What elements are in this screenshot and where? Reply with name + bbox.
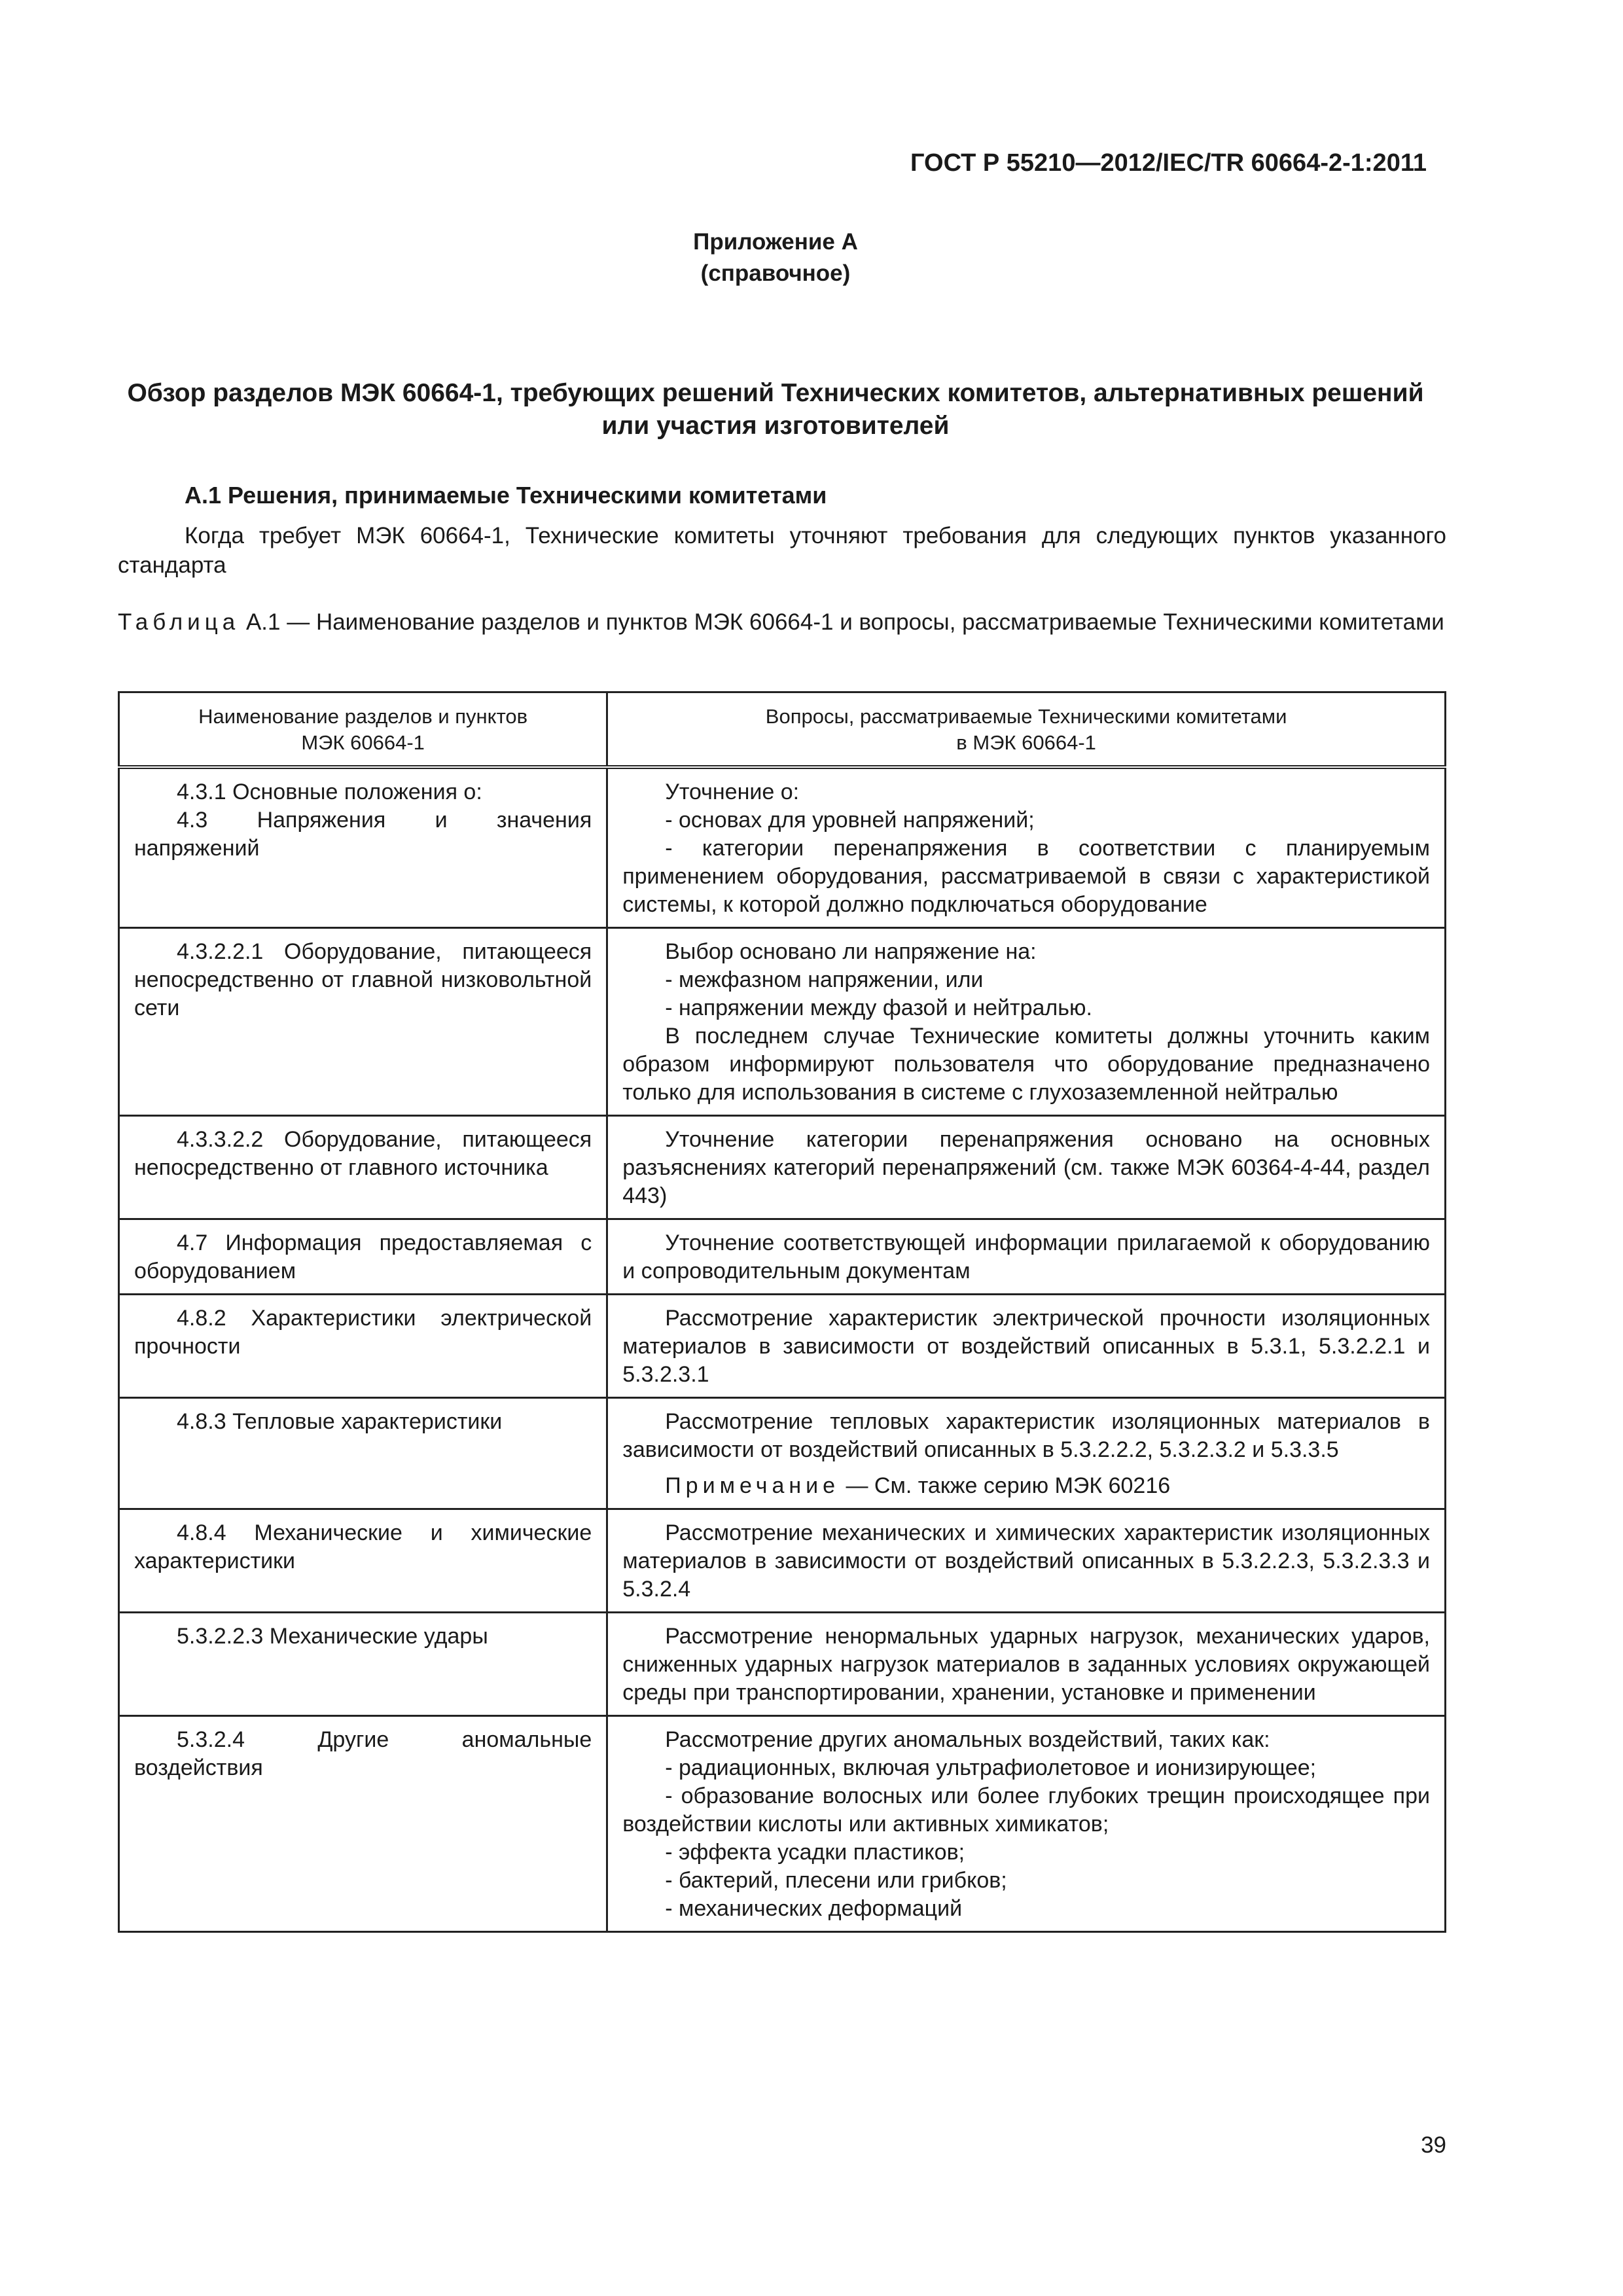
cell-text: Рассмотрение ненормальных ударных нагрузок, механических ударов, сниженных ударных нагрузок материалов в заданных условиях окружающей среды при транспортировании, хранении, установке и применении (622, 1624, 1430, 1705)
table-row (119, 1398, 1446, 1509)
header-line: МЭК 60664-1 (301, 731, 425, 754)
row-section-cell (119, 1219, 607, 1295)
section-title: А.1 Решения, принимаемые Техническими комитетами (185, 482, 827, 509)
table-row (119, 767, 1446, 928)
table-row (119, 928, 1446, 1116)
cell-text: Рассмотрение характеристик электрической прочности изоляционных материалов в зависимости от воздействий описанных в 5.3.1, 5.3.2.2.1 и 5.3.2.3.1 (622, 1306, 1430, 1387)
cell-text: 4.3.2.2.1 Оборудование, питающееся непосредственно от главной низковольтной сети (134, 939, 592, 1020)
header-line: Наименование разделов и пунктов (198, 705, 528, 728)
row-question-cell (607, 928, 1446, 1116)
cell-text: 5.3.2.4 Другие аномальные воздействия (134, 1727, 592, 1780)
requirements-table (118, 691, 1446, 1933)
cell-text: Уточнение категории перенапряжения основано на основных разъяснениях категорий перенапряжений (см. также МЭК 60364-4-44, раздел 443) (622, 1127, 1430, 1208)
row-question-cell (607, 1509, 1446, 1613)
cell-text: - радиационных, включая ультрафиолетовое и ионизирующее; (665, 1755, 1317, 1780)
document-code: ГОСТ Р 55210—2012/IEC/TR 60664-2-1:2011 (910, 149, 1427, 177)
table-caption-text: А.1 — Наименование разделов и пунктов МЭК 60664-1 и вопросы, рассматриваемые Техническими комитетами (240, 609, 1444, 635)
header-line: в МЭК 60664-1 (956, 731, 1096, 754)
cell-text: - межфазном напряжении, или (665, 967, 984, 992)
cell-text: - механических деформаций (665, 1896, 963, 1921)
row-section-cell (119, 1716, 607, 1932)
table-row (119, 1219, 1446, 1295)
table-row (119, 1613, 1446, 1716)
row-question-cell (607, 1219, 1446, 1295)
table-caption-label: Таблица (118, 609, 240, 635)
cell-text: Выбор основано ли напряжение на: (665, 939, 1037, 964)
cell-text: - образование волосных или более глубоких трещин происходящее при воздействии кислоты или активных химикатов; (622, 1784, 1430, 1837)
table-header-row (119, 692, 1446, 768)
cell-text: - категории перенапряжения в соответствии с планируемым применением оборудования, рассматриваемой в связи с характеристикой системы, к которой должно подключаться оборудование (622, 836, 1430, 917)
cell-text: 4.8.4 Механические и химические характеристики (134, 1520, 592, 1573)
cell-text: Рассмотрение тепловых характеристик изоляционных материалов в зависимости от воздействий описанных в 5.3.2.2.2, 5.3.2.3.2 и 5.3.3.5 (622, 1409, 1430, 1462)
cell-text: 5.3.2.2.3 Механические удары (177, 1624, 488, 1649)
row-section-cell (119, 1116, 607, 1219)
note-label: Примечание (665, 1473, 840, 1498)
row-question-cell (607, 1116, 1446, 1219)
appendix-subtitle: (справочное) (700, 260, 851, 286)
row-section-cell (119, 1509, 607, 1613)
cell-text: Уточнение о: (665, 780, 800, 804)
cell-text: В последнем случае Технические комитеты должны уточнить каким образом информируют пользователя что оборудование предназначено только для использования в системе с глухозаземленной нейтралью (622, 1024, 1430, 1105)
cell-text: 4.8.3 Тепловые характеристики (177, 1409, 503, 1434)
cell-text: - бактерий, плесени или грибков; (665, 1868, 1007, 1893)
cell-text: - эффекта усадки пластиков; (665, 1840, 965, 1865)
row-section-cell (119, 1613, 607, 1716)
row-section-cell (119, 928, 607, 1116)
note-text: — См. также серию МЭК 60216 (840, 1473, 1171, 1498)
row-section-cell (119, 767, 607, 928)
cell-text: 4.7 Информация предоставляемая с оборудованием (134, 1230, 592, 1283)
header-cell-questions (607, 692, 1446, 768)
row-question-cell (607, 1613, 1446, 1716)
main-title: Обзор разделов МЭК 60664-1, требующих решений Технических комитетов, альтернативных решений или участия изготовителей (127, 379, 1424, 440)
cell-text: 4.3 Напряжения и значения напряжений (134, 808, 592, 861)
cell-text: 4.3.3.2.2 Оборудование, питающееся непосредственно от главного источника (134, 1127, 592, 1180)
table-row (119, 1116, 1446, 1219)
table-row (119, 1509, 1446, 1613)
table-row (119, 1295, 1446, 1398)
cell-text: - основах для уровней напряжений; (665, 808, 1035, 833)
table-row (119, 1716, 1446, 1932)
row-question-cell (607, 767, 1446, 928)
header-cell-sections (119, 692, 607, 768)
cell-text: - напряжении между фазой и нейтралью. (665, 996, 1092, 1020)
row-section-cell (119, 1295, 607, 1398)
page-number: 39 (1421, 2132, 1446, 2158)
cell-text: 4.3.1 Основные положения о: (177, 780, 482, 804)
appendix-title: Приложение А (693, 229, 858, 255)
table-caption (118, 607, 1446, 637)
cell-text: Уточнение соответствующей информации прилагаемой к оборудованию и сопроводительным документам (622, 1230, 1430, 1283)
table-note (622, 1472, 1430, 1500)
cell-text: 4.8.2 Характеристики электрической прочности (134, 1306, 592, 1359)
row-question-cell (607, 1398, 1446, 1509)
cell-text: Рассмотрение механических и химических характеристик изоляционных материалов в зависимости от воздействий описанных в 5.3.2.2.3, 5.3.2.3.3 и 5.3.2.4 (622, 1520, 1430, 1602)
cell-text: Рассмотрение других аномальных воздействий, таких как: (665, 1727, 1270, 1752)
row-section-cell (119, 1398, 607, 1509)
row-question-cell (607, 1295, 1446, 1398)
row-question-cell (607, 1716, 1446, 1932)
header-line: Вопросы, рассматриваемые Техническими комитетами (765, 705, 1287, 728)
section-paragraph: Когда требует МЭК 60664-1, Технические комитеты уточняют требования для следующих пунктов указанного стандарта (118, 523, 1446, 578)
